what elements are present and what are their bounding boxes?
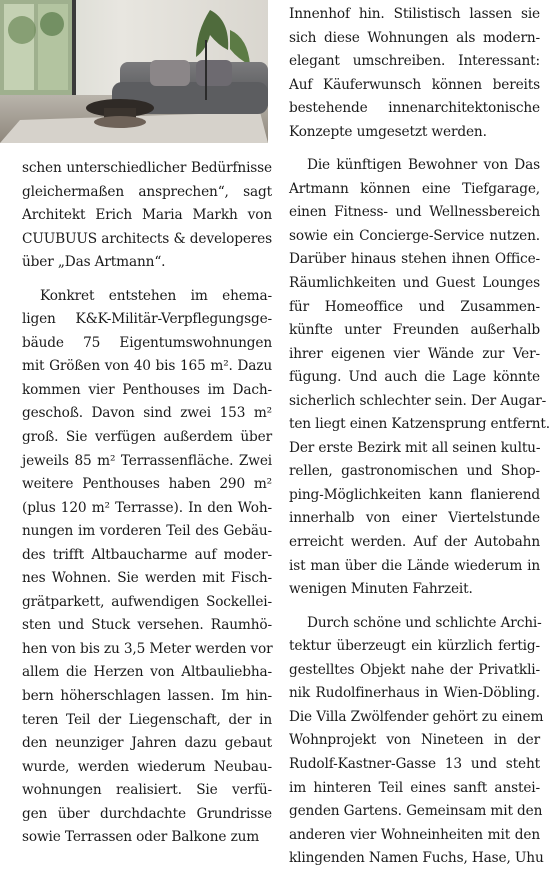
- text-line: anderen vier Wohneinheiten mit den: [289, 826, 540, 843]
- interior-photo: [0, 0, 268, 143]
- text-line: ping-Möglichkeiten kann flanierend: [289, 486, 540, 503]
- paragraph-gap: [289, 144, 540, 154]
- article-paragraph: [289, 154, 550, 601]
- text-line: gleichermaßen ansprechen“, sagt: [22, 183, 272, 200]
- text-line: genden Gartens. Gemeinsam mit den: [289, 803, 543, 820]
- text-line: mit Größen von 40 bis 165 m². Dazu: [22, 358, 272, 375]
- article-paragraph: [289, 3, 540, 144]
- text-line: über „Das Artmann“.: [22, 254, 166, 271]
- text-line: fügung. Und auch die Lage könnte: [289, 369, 540, 386]
- text-line: elegant umschreiben. Interessant:: [289, 53, 540, 70]
- text-line: bestehende innenarchitektonische: [289, 100, 540, 117]
- text-line: teren Teil der Liegenschaft, der in: [22, 711, 272, 728]
- text-line: Die künftigen Bewohner von Das: [307, 157, 540, 174]
- text-line: einen Fitness- und Wellnessbereich: [289, 204, 540, 221]
- left-text-column: [22, 157, 272, 850]
- text-line: sich diese Wohnungen als modern-: [289, 29, 540, 46]
- text-line: bern höherschlagen lassen. Im hin-: [22, 688, 272, 705]
- text-line: allem die Herzen von Altbauliebha-: [22, 664, 272, 681]
- text-line: erreicht werden. Auf der Autobahn: [289, 534, 540, 551]
- text-line: Der erste Bezirk mit all seinen kultu-: [289, 439, 541, 456]
- text-line: hen von bis zu 3,5 Meter werden vor: [22, 640, 273, 657]
- text-line: geschoß. Davon sind zwei 153 m²: [22, 405, 272, 422]
- text-line: jeweils 85 m² Terrassenfläche. Zwei: [22, 452, 272, 469]
- text-line: (plus 120 m² Terrasse). In den Woh-: [22, 499, 272, 516]
- text-line: künfte unter Freunden außerhalb: [289, 322, 540, 339]
- article-paragraph: [22, 157, 272, 275]
- text-line: innerhalb von einer Viertelstunde: [289, 510, 540, 527]
- text-line: kommen vier Penthouses im Dach-: [22, 381, 272, 398]
- text-line: für Homeoffice und Zusammen-: [289, 298, 540, 315]
- text-line: bäude 75 Eigentumswohnungen: [22, 334, 272, 351]
- text-line: ligen K&K-Militär-Verpflegungsge-: [22, 311, 272, 328]
- text-line: sten und Stuck versehen. Raumhö-: [22, 617, 272, 634]
- text-line: wurde, werden wiederum Neubau-: [22, 758, 272, 775]
- paragraph-gap: [289, 602, 540, 612]
- text-line: wenigen Minuten Fahrzeit.: [289, 581, 473, 598]
- text-line: den neunziger Jahren dazu gebaut: [22, 735, 272, 752]
- text-line: des trifft Altbaucharme auf moder-: [22, 546, 272, 563]
- living-room-image: [0, 0, 268, 143]
- text-line: grätparkett, aufwendigen Sockellei-: [22, 593, 272, 610]
- text-line: tektur überzeugt ein kürzlich fertig-: [289, 638, 540, 655]
- text-line: Darüber hinaus stehen ihnen Office-: [289, 251, 540, 268]
- text-line: Konzepte umgesetzt werden.: [289, 123, 487, 140]
- text-line: Räumlichkeiten und Guest Lounges: [289, 275, 540, 292]
- text-line: wohnungen realisiert. Sie verfü-: [22, 782, 272, 799]
- text-line: nungen im vorderen Teil des Gebäu-: [22, 523, 272, 540]
- text-line: klingenden Namen Fuchs, Hase, Uhu: [289, 850, 544, 867]
- text-line: sowie ein Concierge-Service nutzen.: [289, 227, 540, 244]
- text-line: sowie Terrassen oder Balkone zum: [22, 829, 260, 846]
- text-line: Durch schöne und schlichte Archi-: [307, 614, 542, 631]
- text-line: ten liegt einen Katzensprung entfernt.: [289, 416, 550, 433]
- text-line: Auf Käuferwunsch können bereits: [289, 76, 540, 93]
- text-line: rellen, gastronomischen und Shop-: [289, 463, 540, 480]
- text-line: gen über durchdachte Grundrisse: [22, 805, 272, 822]
- text-line: Rudolf-Kastner-Gasse 13 und steht: [289, 755, 540, 772]
- text-line: ihrer eigenen vier Wände zur Ver-: [289, 345, 540, 362]
- text-line: Innenhof hin. Stilistisch lassen sie: [289, 6, 540, 22]
- text-line: gestelltes Objekt nahe der Privatkli-: [289, 661, 540, 678]
- paragraph-gap: [22, 275, 272, 285]
- text-line: Die Villa Zwölfender gehört zu einem: [289, 708, 544, 725]
- article-paragraph: [22, 285, 272, 850]
- text-line: im hinteren Teil eines sanft anstei-: [289, 779, 540, 796]
- text-line: schen unterschiedlicher Bedürfnisse: [22, 160, 272, 176]
- text-line: CUUBUUS architects & developeres: [22, 230, 272, 247]
- text-line: Architekt Erich Maria Markh von: [22, 207, 272, 224]
- text-line: Artmann können eine Tiefgarage,: [289, 180, 540, 197]
- text-line: nik Rudolfinerhaus in Wien-Döbling.: [289, 685, 540, 702]
- text-line: nes Wohnen. Sie werden mit Fisch-: [22, 570, 272, 587]
- right-text-column: [289, 3, 550, 871]
- text-line: sicherlich schlechter sein. Der Augar-: [289, 392, 547, 409]
- text-line: groß. Sie verfügen außerdem über: [22, 429, 272, 446]
- text-line: ist man über die Lände wiederum in: [289, 557, 540, 574]
- text-line: Konkret entstehen im ehema-: [40, 287, 272, 304]
- text-line: Wohnprojekt von Nineteen in der: [289, 732, 540, 749]
- article-paragraph: [289, 612, 544, 871]
- text-line: weitere Penthouses haben 290 m²: [22, 476, 272, 493]
